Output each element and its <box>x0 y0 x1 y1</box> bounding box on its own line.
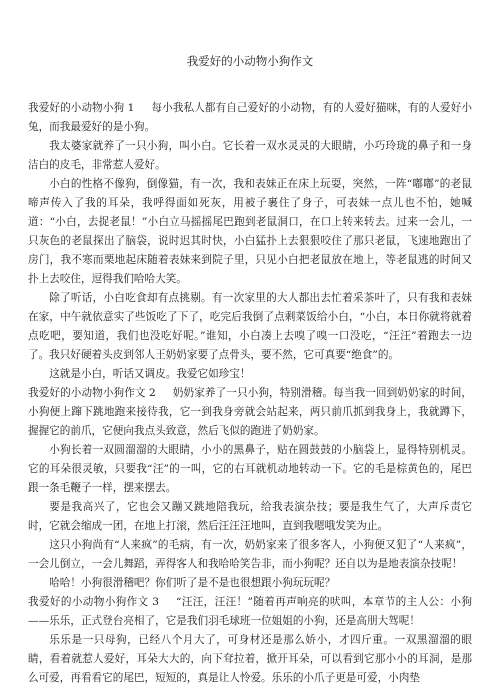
essay-heading: 我爱好的小动物小狗作文 2 <box>28 387 156 399</box>
paragraph: 我太婆家就养了一只小狗，叫小白。它长着一双水灵灵的大眼睛，小巧玲珑的鼻子和一身洁白的皮毛，非常惹人爱好。 <box>28 140 472 171</box>
paragraph: 每小我私人都有自己爱好的小动物，有的人爱好猫咪，有的人爱好小兔，而我最爱好的是小狗。 <box>28 102 473 133</box>
paragraph: 乐乐是一只母狗，已经八个月大了，可身材还是那么娇小，才四斤重。一双黑溜溜的眼睛，看着就惹人爱好，耳朵大大的，向下耷拉着，掀开耳朵，可以看到它那小小的耳洞，是那么可爱，再看看它的尾巴，短短的，真是让人怜爱。乐乐的小爪子更是可爱，小肉垫 <box>28 634 472 684</box>
essay-heading: 我爱好的小动物小狗作文 3 <box>28 596 159 608</box>
paragraph: 这只小狗尚有“人来疯”的毛病，有一次，奶奶家来了很多客人，小狗便又犯了“人来疯”，一会儿倒立，一会儿舞蹈，弄得客人和我哈哈笑告非，而小狗呢？还自以为是地表演杂技呢！ <box>28 539 472 570</box>
document-title: 我爱好的小动物小狗作文 <box>186 54 314 68</box>
document-body <box>28 99 472 688</box>
paragraph: “汪汪，汪汪！”随着再声响亮的吠叫，本章节的主人公：小狗——乐乐，正式登台亮相了，它是我们羽毛球班一位姐姐的小狗，还是高朋大驾呢！ <box>28 596 472 627</box>
paragraph: 奶奶家养了一只小狗，特别滑稽。每当我一回到奶奶家的时间，小狗便上蹿下跳地跑来接待我，它一到我身旁就会站起来，两只前爪抓到我身上，我就蹲下，握握它的前爪，它便向我点头致意，然后飞似的跑进了奶奶家。 <box>28 387 473 437</box>
paragraph: 哈哈！小狗很滑稽吧？你们听了是不是也很想跟小狗玩玩呢？ <box>49 577 336 589</box>
paragraph: 除了听话，小白吃食却有点挑剔。有一次家里的大人都出去忙着采茶叶了，只有我和表妹在家，中午就依意实了些饭吃了下了，吃完后我倒了点剩菜饭给小白，“小白，本日你就将就着点吃吧，要知道，我们也没吃好呢。”谁知，小白凑上去嗅了嗅一口没吃，“汪汪”着跑去一边了。我只好硬着头皮到邻人王奶奶家要了点骨头，要不然，它可真要“绝食”的。 <box>28 292 472 361</box>
paragraph: 要是我高兴了，它也会又蹦又跳地陪我玩，给我表演杂技；要是我生气了，大声斥责它时，它就会缩成一团，在地上打滚，然后汪汪汪地叫，直到我嗯哦发笑为止。 <box>28 501 472 532</box>
paragraph: 这就是小白，听话又调皮。我爱它如珍宝！ <box>49 368 251 380</box>
essay-2-intro <box>28 384 472 441</box>
paragraph: 小白的性格不像狗，倒像猫，有一次，我和表妹正在床上玩耍，突然，一阵“嘟嘟”的老鼠啼声传入了我的耳朵，我呼得面如死灰，用被子裹住了身子，可表妹一点儿也不怕，她喊道：“小白，去捉老鼠！”小白立马摇摇尾巴跑到老鼠洞口，在口上转来转去。过来一会儿，一只灰色的老鼠探出了脑袋，说时迟其时快，小白猛扑上去狠狠咬住了那只老鼠，飞速地跑出了房门，我不寒而栗地起床随着表妹来到院子里，只见小白把老鼠放在地上，等老鼠逃的时间又扑上去咬住，逗得我们哈哈大笑。 <box>28 178 472 285</box>
essay-heading: 我爱好的小动物小狗 1 <box>28 102 135 114</box>
paragraph: 小狗长着一双圆溜溜的大眼睛，小小的黑鼻子，贴在圆鼓鼓的小脑袋上，显得特别机灵。它的耳朵很灵敏，只要我“汪”的一叫，它的右耳就机动地转动一下。它的毛是棕黄色的，尾巴跟一条毛鞭子一样，摆来摆去。 <box>28 444 472 494</box>
essay-3-intro <box>28 593 472 631</box>
essay-1-intro <box>28 99 472 137</box>
